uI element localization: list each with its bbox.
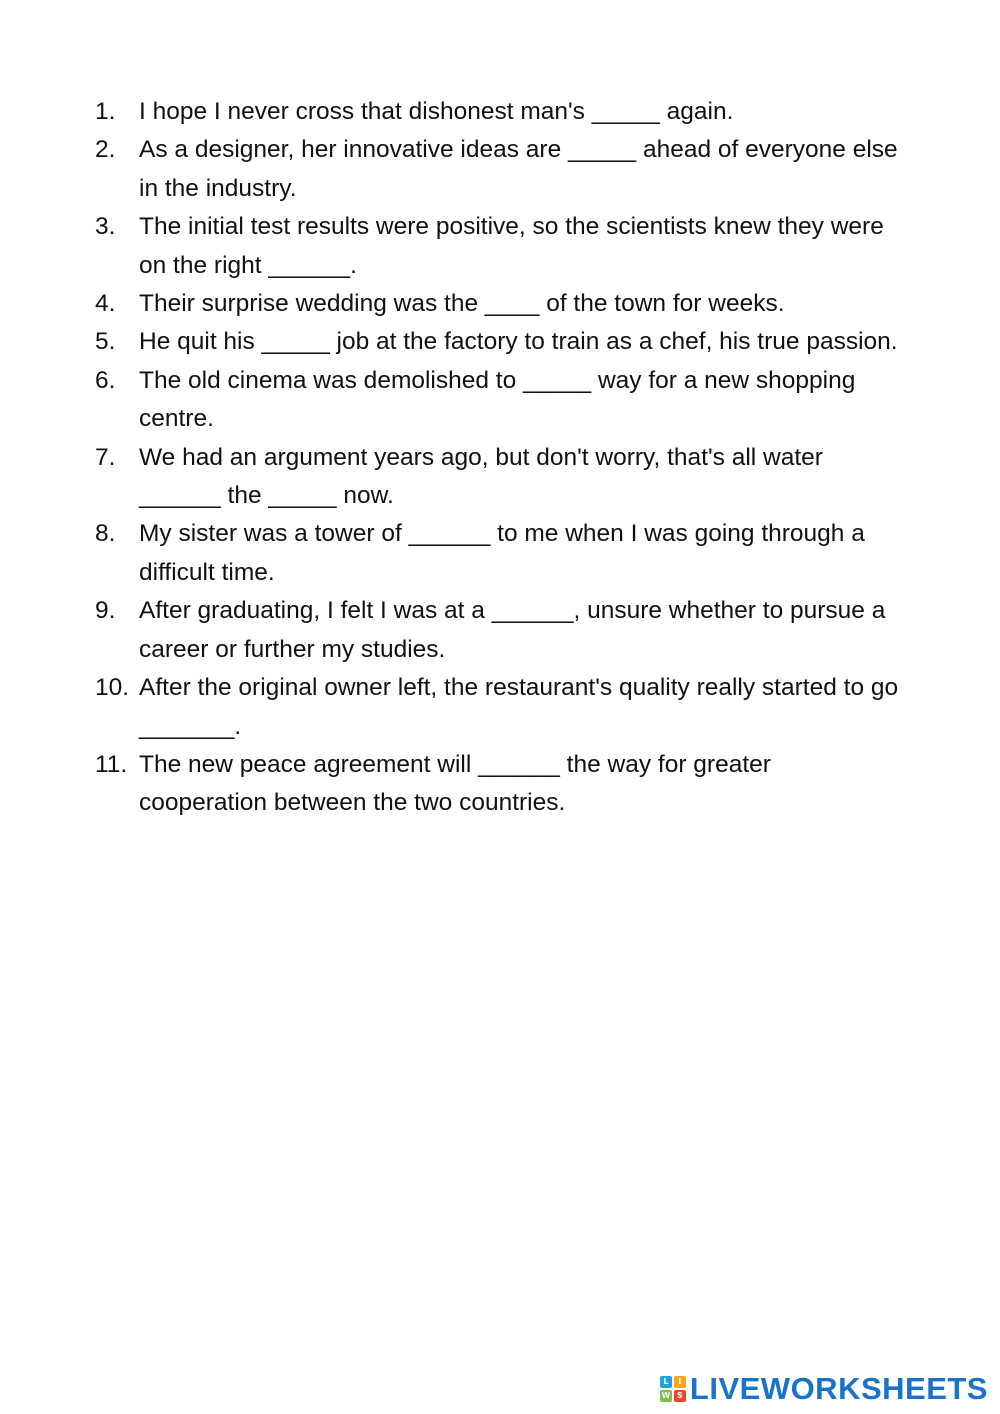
question-item-5 — [95, 323, 905, 361]
question-text: My sister was a tower of ______ to me when I was going through a difficult time. — [139, 520, 865, 586]
question-text: We had an argument years ago, but don't worry, that's all water ______ the _____ now. — [139, 443, 823, 510]
question-number: 5. — [95, 328, 116, 356]
logo-tile-w: W — [661, 1390, 671, 1400]
question-number: 9. — [95, 597, 116, 625]
question-number: 3. — [95, 213, 116, 241]
question-item-10 — [95, 669, 905, 746]
question-number: 10. — [95, 674, 130, 702]
question-text: The new peace agreement will ______ the way for greater cooperation between the two countries. — [139, 750, 771, 817]
logo-tile-i: I — [674, 1376, 686, 1388]
question-item-8 — [95, 515, 905, 592]
question-text: As a designer, her innovative ideas are _____ ahead of everyone else in the industry. — [139, 136, 898, 202]
question-text: After graduating, I felt I was at a ______, unsure whether to pursue a career or further my studies. — [139, 597, 886, 663]
question-item-3 — [95, 208, 905, 285]
liveworksheets-logo — [660, 1373, 988, 1404]
question-item-1 — [95, 93, 905, 131]
question-number: 1. — [95, 98, 116, 125]
logo-mark-icon — [660, 1376, 686, 1402]
question-item-2 — [95, 131, 905, 208]
question-text: He quit his _____ job at the factory to train as a chef, his true passion. — [139, 328, 898, 356]
question-number: 8. — [95, 520, 116, 548]
question-text: The old cinema was demolished to _____ way for a new shopping centre. — [139, 366, 856, 433]
question-text: The initial test results were positive, so the scientists knew they were on the right ______. — [139, 213, 884, 279]
question-number: 4. — [95, 290, 116, 318]
question-text: Their surprise wedding was the ____ of the town for weeks. — [139, 290, 785, 318]
logo-tile-s: S — [674, 1390, 686, 1402]
question-list — [95, 93, 905, 823]
question-number: 7. — [95, 443, 116, 471]
question-number: 2. — [95, 136, 116, 164]
question-item-6 — [95, 362, 905, 439]
brand-name: LIVEWORKSHEETS — [689, 1371, 988, 1406]
question-number: 6. — [95, 366, 116, 394]
question-text: After the original owner left, the restaurant's quality really started to go _______. — [139, 674, 899, 740]
question-item-9 — [95, 592, 905, 669]
logo-tile-l: L — [660, 1376, 672, 1388]
question-item-4 — [95, 285, 905, 323]
question-item-7 — [95, 439, 905, 516]
question-item-11 — [95, 746, 905, 823]
question-number: 11. — [95, 750, 128, 778]
question-text: I hope I never cross that dishonest man's _____ again. — [139, 98, 734, 125]
